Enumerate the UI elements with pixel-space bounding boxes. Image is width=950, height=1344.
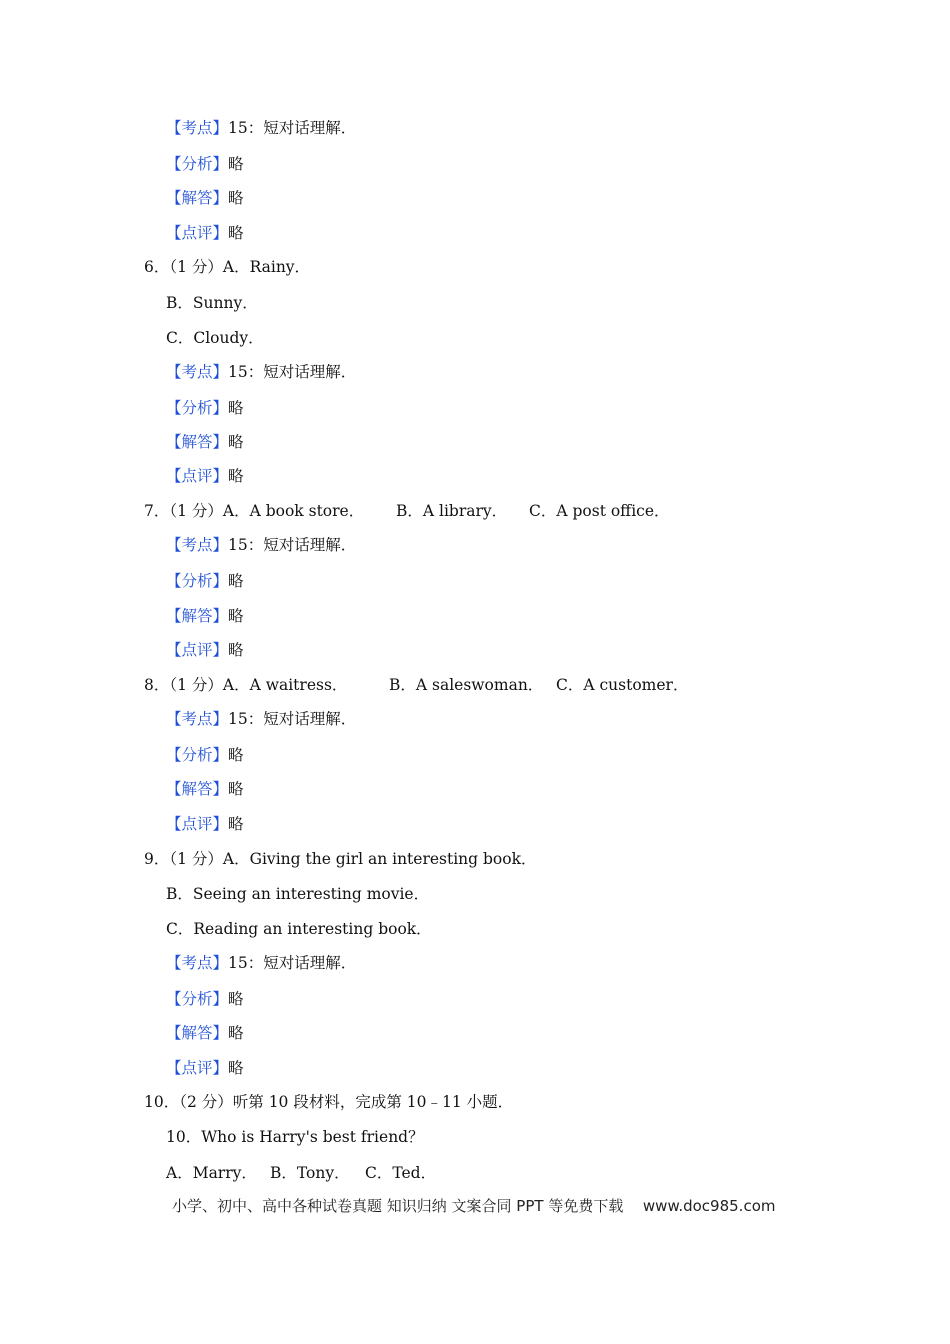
q10-option-b: B．Tony． xyxy=(270,1164,350,1182)
kaodian-label: 【考点】 xyxy=(166,954,229,972)
fenxi-label: 【分析】 xyxy=(166,399,229,417)
jieda-row xyxy=(166,188,244,208)
footer-url[interactable]: www.doc985.com xyxy=(642,1197,776,1215)
fenxi-label: 【分析】 xyxy=(166,990,229,1008)
q9-option-c: C．Reading an interesting book． xyxy=(166,920,432,938)
kaodian-label: 【考点】 xyxy=(166,363,229,381)
jieda-label: 【解答】 xyxy=(166,1024,229,1042)
dianping-value: 略 xyxy=(228,1059,244,1077)
kaodian-label: 【考点】 xyxy=(166,710,229,728)
kaodian-label: 【考点】 xyxy=(166,536,229,554)
fenxi-row xyxy=(166,154,244,174)
kaodian-row xyxy=(166,953,356,973)
fenxi-value: 略 xyxy=(228,746,244,764)
q10-option-c: C．Ted． xyxy=(365,1164,437,1182)
q8-option-c: C．A customer． xyxy=(556,676,689,694)
footer-text: 小学、初中、高中各种试卷真题 知识归纳 文案合同 PPT 等免费下载 xyxy=(172,1197,624,1215)
jieda-label: 【解答】 xyxy=(166,607,229,625)
kaodian-row xyxy=(166,118,356,138)
jieda-row xyxy=(166,779,244,799)
jieda-value: 略 xyxy=(228,607,244,625)
q7-head: 7．（1 分）A．A book store． xyxy=(144,502,365,520)
q7-option-c: C．A post office． xyxy=(529,502,670,520)
jieda-row xyxy=(166,432,244,452)
q6-option-b: B．Sunny． xyxy=(166,294,258,312)
jieda-value: 略 xyxy=(228,1024,244,1042)
fenxi-value: 略 xyxy=(228,399,244,417)
dianping-value: 略 xyxy=(228,641,244,659)
q6-option-c: C．Cloudy． xyxy=(166,329,264,347)
dianping-label: 【点评】 xyxy=(166,1059,229,1077)
q8-option-b: B．A saleswoman． xyxy=(389,676,544,694)
fenxi-label: 【分析】 xyxy=(166,155,229,173)
q9-option-b: B．Seeing an interesting movie． xyxy=(166,885,430,903)
q10-option-a: A．Marry． xyxy=(166,1164,257,1182)
jieda-row xyxy=(166,606,244,626)
kaodian-label: 【考点】 xyxy=(166,119,229,137)
kaodian-value: 15：短对话理解． xyxy=(228,710,357,728)
dianping-row xyxy=(166,814,244,834)
dianping-label: 【点评】 xyxy=(166,815,229,833)
dianping-value: 略 xyxy=(228,815,244,833)
jieda-value: 略 xyxy=(228,189,244,207)
q7-option-b: B．A library． xyxy=(396,502,508,520)
dianping-row xyxy=(166,223,244,243)
jieda-label: 【解答】 xyxy=(166,189,229,207)
jieda-label: 【解答】 xyxy=(166,780,229,798)
fenxi-value: 略 xyxy=(228,572,244,590)
dianping-row xyxy=(166,640,244,660)
dianping-row xyxy=(166,1058,244,1078)
fenxi-row xyxy=(166,398,244,418)
q6-head: 6．（1 分）A．Rainy． xyxy=(144,258,311,276)
dianping-label: 【点评】 xyxy=(166,467,229,485)
kaodian-row xyxy=(166,709,356,729)
q10-head: 10．（2 分）听第 10 段材料，完成第 10﹣11 小题． xyxy=(144,1093,514,1111)
jieda-value: 略 xyxy=(228,780,244,798)
dianping-label: 【点评】 xyxy=(166,641,229,659)
dianping-label: 【点评】 xyxy=(166,224,229,242)
fenxi-row xyxy=(166,745,244,765)
kaodian-value: 15：短对话理解． xyxy=(228,954,357,972)
jieda-row xyxy=(166,1023,244,1043)
dianping-value: 略 xyxy=(228,224,244,242)
jieda-value: 略 xyxy=(228,433,244,451)
fenxi-row xyxy=(166,989,244,1009)
kaodian-row xyxy=(166,535,356,555)
dianping-value: 略 xyxy=(228,467,244,485)
footer-banner xyxy=(172,1196,775,1216)
kaodian-row xyxy=(166,362,356,382)
q8-head: 8．（1 分）A．A waitress． xyxy=(144,676,348,694)
fenxi-row xyxy=(166,571,244,591)
q9-head: 9．（1 分）A．Giving the girl an interesting book． xyxy=(144,850,537,868)
jieda-label: 【解答】 xyxy=(166,433,229,451)
fenxi-value: 略 xyxy=(228,990,244,1008)
fenxi-value: 略 xyxy=(228,155,244,173)
kaodian-value: 15：短对话理解． xyxy=(228,536,357,554)
dianping-row xyxy=(166,466,244,486)
fenxi-label: 【分析】 xyxy=(166,572,229,590)
q10-sub-question: 10．Who is Harry's best friend？ xyxy=(166,1128,424,1146)
kaodian-value: 15：短对话理解． xyxy=(228,363,357,381)
fenxi-label: 【分析】 xyxy=(166,746,229,764)
kaodian-value: 15：短对话理解． xyxy=(228,119,357,137)
